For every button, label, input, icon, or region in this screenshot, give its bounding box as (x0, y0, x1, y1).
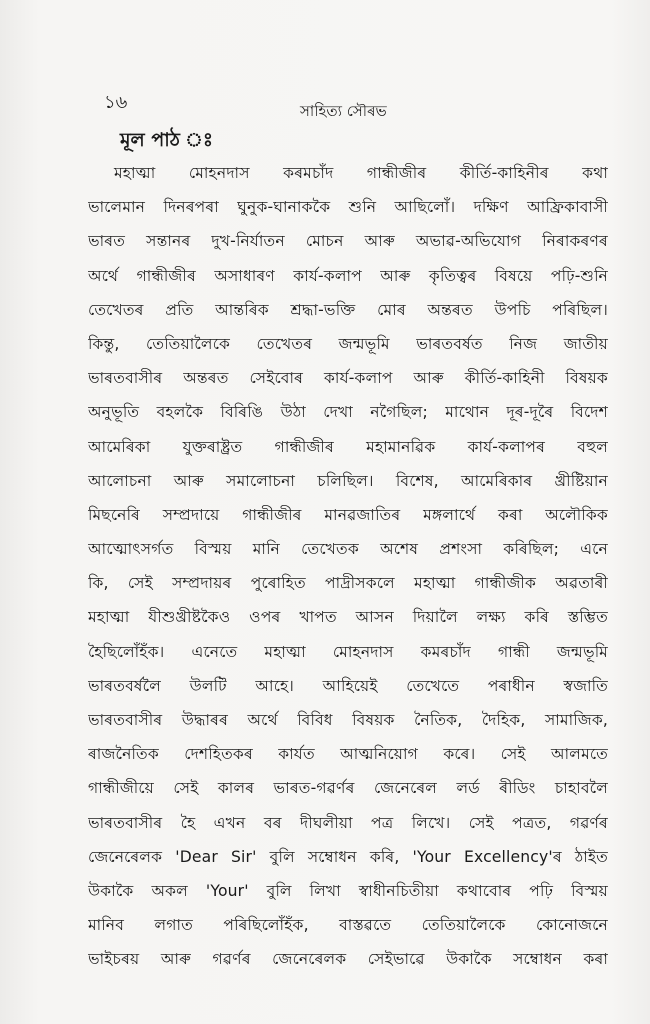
page-number: ১৬ (104, 92, 128, 113)
text-line: মহাত্মা মোহনদাস কৰমচাঁদ গান্ধীজীৰ কীৰ্তি-কাহিনীৰ কথা (114, 164, 608, 182)
text-line: উকাকৈ অকল 'Your' বুলি লিখা স্বাধীনচিতীয়া কথাবোৰ পঢ়ি বিস্ময় (88, 881, 608, 900)
text-line: আত্মোৎসৰ্গত বিস্ময় মানি তেখেতক অশেষ প্রশংসা কৰিছিল; এনে (88, 540, 608, 559)
text-line: জেনেৰেলক 'Dear Sir' বুলি সম্বোধন কৰি, 'Your Excellency'ৰ ঠাইত (88, 847, 608, 866)
text-line: অৰ্থে গান্ধীজীৰ অসাধাৰণ কাৰ্য-কলাপ আৰু কৃতিত্বৰ বিষয়ে পঢ়ি-শুনি (88, 266, 608, 285)
text-line: ৰাজনৈতিক দেশহিতকৰ কাৰ্যত আত্মনিয়োগ কৰে। সেই আলমতে (88, 745, 608, 764)
text-line: কিন্তু, তেতিয়ালৈকে তেখেতৰ জন্মভূমি ভাৰতবৰ্ষত নিজ জাতীয় (88, 334, 608, 353)
text-line: মিছনেৰি সম্প্রদায়ে গান্ধীজীৰ মানৱজাতিৰ মঙ্গলাৰ্থে কৰা অলৌকিক (88, 505, 608, 524)
text-line: ভাৰতবাসীৰ হৈ এখন বৰ দীঘলীয়া পত্ৰ লিখে। সেই পত্ৰত, গৱৰ্ণৰ (88, 813, 608, 832)
text-line: ভাৰতবৰ্ষলৈ উলটি আহে। আহিয়েই তেখেতে পৰাধীন স্বজাতি (88, 676, 608, 695)
text-line: মানিব লগাত পৰিছিলোঁহঁক, বাস্তৱতে তেতিয়ালৈকে কোনোজনে (88, 916, 608, 935)
text-line: আলোচনা আৰু সমালোচনা চলিছিল। বিশেষ, আমেৰিকাৰ খ্ৰীষ্টিয়ান (88, 471, 608, 490)
text-line: কি, সেই সম্প্রদায়ৰ পুৰোহিত পাদ্ৰীসকলে মহাত্মা গান্ধীজীক অৱতাৰী (88, 574, 608, 593)
text-line: ভালেমান দিনৰপৰা ঘুনুক-ঘানাককৈ শুনি আছিলোঁ। দক্ষিণ আফ্রিকাবাসী (88, 198, 608, 217)
text-line: ভাইচৰয় আৰু গৱৰ্ণৰ জেনেৰেলক সেইভাৱে উকাকৈ সম্বোধন কৰা (88, 950, 608, 969)
body-text (88, 156, 608, 977)
text-line: অনুভূতি বহলকৈ বিৰিঙি উঠা দেখা নগৈছিল; মাথোন দূৰ-দূৰৈ বিদেশ (88, 403, 608, 422)
text-line: তেখেতৰ প্রতি আন্তৰিক শ্রদ্ধা-ভক্তি মোৰ অন্তৰত উপচি পৰিছিল। (88, 300, 608, 319)
text-line: মহাত্মা যীশুখ্ৰীষ্টকৈও ওপৰ খাপত আসন দিয়ালৈ লক্ষ্য কৰি স্তম্ভিত (88, 608, 608, 627)
text-line: ভাৰতবাসীৰ অন্তৰত সেইবোৰ কাৰ্য-কলাপ আৰু কীৰ্তি-কাহিনী বিষয়ক (88, 369, 608, 388)
text-line: গান্ধীজীয়ে সেই কালৰ ভাৰত-গৱৰ্ণৰ জেনেৰেল লৰ্ড ৰীডিং চাহাবলৈ (88, 779, 608, 798)
text-line: হৈছিলোঁহঁক। এনেতে মহাত্মা মোহনদাস কমৰচাঁদ গান্ধী জন্মভূমি (88, 642, 608, 661)
text-line: ভাৰত সন্তানৰ দুখ-নিৰ্যাতন মোচন আৰু অভাৱ-অভিযোগ নিৰাকৰণৰ (88, 232, 608, 251)
text-line: আমেৰিকা যুক্তৰাষ্ট্ৰত গান্ধীজীৰ মহামানৱিক কাৰ্য-কলাপৰ বহুল (88, 437, 608, 456)
running-head-title: সাহিত্য সৌৰভ (300, 102, 387, 120)
text-line: ভাৰতবাসীৰ উদ্ধাৰৰ অৰ্থে বিবিধ বিষয়ক নৈতিক, দৈহিক, সামাজিক, (88, 711, 608, 729)
section-heading: মূল পাঠ ঃ (120, 129, 214, 151)
